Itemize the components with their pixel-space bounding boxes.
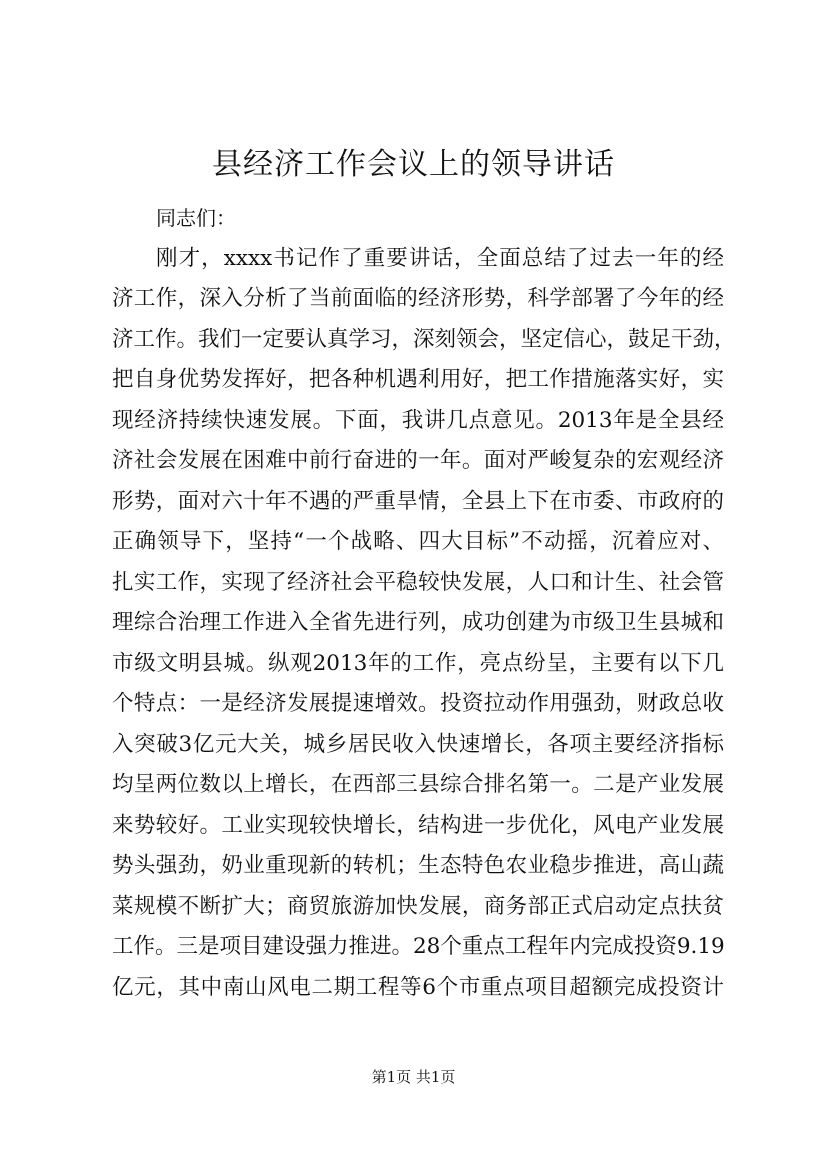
body-line: 理综合治理工作进入全省先进行列，成功创建为市级卫生县城和 xyxy=(112,610,724,635)
body-line: 刚才，xxxx书记作了重要讲话，全面总结了过去一年的经 xyxy=(156,245,724,271)
salutation: 同志们： xyxy=(156,206,236,230)
body-line: 个特点：一是经济发展提速增效。投资拉动作用强劲，财政总收 xyxy=(112,691,724,716)
document-title: 县经济工作会议上的领导讲话 xyxy=(212,147,615,182)
body-line: 济工作，深入分析了当前面临的经济形势，科学部署了今年的经 xyxy=(112,286,724,311)
body-line: 菜规模不断扩大；商贸旅游加快发展，商务部正式启动定点扶贫 xyxy=(112,893,724,919)
body-line: 均呈两位数以上增长，在西部三县综合排名第一。二是产业发展 xyxy=(112,772,724,797)
body-line: 济社会发展在困难中前行奋进的一年。面对严峻复杂的宏观经济 xyxy=(112,448,724,473)
body-line: 势头强劲，奶业重现新的转机；生态特色农业稳步推进，高山蔬 xyxy=(112,853,724,878)
body-line: 入突破3亿元大关，城乡居民收入快速增长，各项主要经济指标 xyxy=(112,731,724,757)
body-line: 工作。三是项目建设强力推进。28个重点工程年内完成投资9.19 xyxy=(112,934,725,959)
body-line: 来势较好。工业实现较快增长，结构进一步优化，风电产业发展 xyxy=(112,812,724,838)
page-footer: 第1页 共1页 xyxy=(371,1068,456,1086)
body-line: 扎实工作，实现了经济社会平稳较快发展，人口和计生、社会管 xyxy=(112,569,724,595)
body-line: 形势，面对六十年不遇的严重旱情，全县上下在市委、市政府的 xyxy=(112,488,724,514)
body-line: 把自身优势发挥好，把各种机遇利用好，把工作措施落实好，实 xyxy=(112,367,724,392)
body-line: 正确领导下，坚持“一个战略、四大目标”不动摇，沉着应对、 xyxy=(112,529,724,554)
body-line: 济工作。我们一定要认真学习，深刻领会，坚定信心，鼓足干劲， xyxy=(112,326,736,352)
document-body xyxy=(112,198,736,1008)
body-line: 亿元，其中南山风电二期工程等6个市重点项目超额完成投资计 xyxy=(112,974,724,1000)
body-line: 市级文明县城。纵观2013年的工作，亮点纷呈，主要有以下几 xyxy=(112,650,724,676)
body-line: 现经济持续快速发展。下面，我讲几点意见。2013年是全县经 xyxy=(112,407,724,433)
